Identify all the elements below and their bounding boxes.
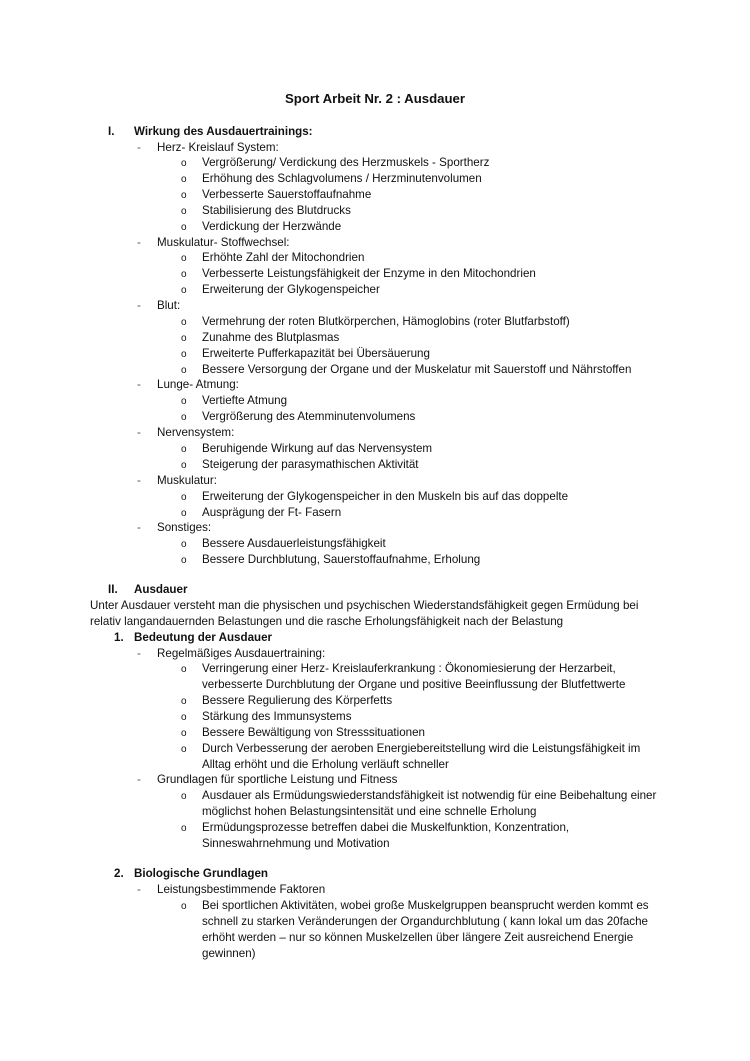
circle-bullet: o [181, 712, 187, 723]
circle-bullet: o [181, 285, 187, 296]
circle-bullet: o [181, 158, 187, 169]
subsection-2-number: 2. [114, 867, 124, 880]
circle-bullet: o [181, 539, 187, 550]
dash-marker: - [137, 236, 141, 249]
list-item-line: Bessere Regulierung des Körperfetts [202, 694, 393, 707]
circle-bullet: o [181, 728, 187, 739]
list-item: Zunahme des Blutplasmas [202, 331, 340, 344]
document-title: Sport Arbeit Nr. 2 : Ausdauer [284, 91, 465, 106]
list-item-line: möglichst hohen Belastungsintensität und eine schnelle Erholung [202, 805, 537, 818]
section-2-numeral: II. [108, 583, 118, 596]
group-label: Grundlagen für sportliche Leistung und Fitness [157, 773, 398, 786]
list-item: Verbesserte Leistungsfähigkeit der Enzyme in den Mitochondrien [202, 267, 536, 280]
dash-marker: - [137, 378, 141, 391]
circle-bullet: o [181, 791, 187, 802]
paragraph-line: Unter Ausdauer versteht man die physischen und psychischen Wiederstandsfähigkeit gegen Ermüdung bei [90, 599, 639, 612]
circle-bullet: o [181, 444, 187, 455]
subsection-1-heading: Bedeutung der Ausdauer [134, 631, 273, 644]
group-label: Regelmäßiges Ausdauertraining: [157, 647, 326, 660]
subsection-2-heading: Biologische Grundlagen [134, 867, 268, 880]
subsection-1-number: 1. [114, 631, 124, 644]
list-item-line: gewinnen) [202, 947, 256, 960]
list-item-line: Alltag erhöht und die Erholung verläuft schneller [202, 758, 449, 771]
dash-marker: - [137, 474, 141, 487]
list-item-line: Ausdauer als Ermüdungswiederstandsfähigkeit ist notwendig für eine Beibehaltung einer [202, 789, 657, 802]
list-item: Vergrößerung des Atemminutenvolumens [202, 410, 416, 423]
circle-bullet: o [181, 349, 187, 360]
list-item: Verdickung der Herzwände [202, 220, 342, 233]
list-item: Vertiefte Atmung [202, 394, 288, 407]
circle-bullet: o [181, 492, 187, 503]
list-item: Beruhigende Wirkung auf das Nervensystem [202, 442, 433, 455]
dash-marker: - [137, 299, 141, 312]
circle-bullet: o [181, 253, 187, 264]
group-label: Sonstiges: [157, 521, 212, 534]
list-item: Erhöhte Zahl der Mitochondrien [202, 251, 365, 264]
list-item: Stabilisierung des Blutdrucks [202, 204, 351, 217]
circle-bullet: o [181, 396, 187, 407]
list-item-line: Bei sportlichen Aktivitäten, wobei große Muskelgruppen beansprucht werden kommt es [202, 899, 649, 912]
circle-bullet: o [181, 664, 187, 675]
list-item-line: Bessere Bewältigung von Stresssituationen [202, 726, 425, 739]
circle-bullet: o [181, 901, 187, 912]
dash-marker: - [137, 883, 141, 896]
group-label: Leistungsbestimmende Faktoren [157, 883, 326, 896]
circle-bullet: o [181, 460, 187, 471]
circle-bullet: o [181, 333, 187, 344]
section-2-heading: Ausdauer [134, 583, 188, 596]
list-item: Bessere Ausdauerleistungsfähigkeit [202, 537, 386, 550]
list-item: Erweiterte Pufferkapazität bei Übersäuerung [202, 347, 430, 360]
list-item: Vergrößerung/ Verdickung des Herzmuskels - Sportherz [202, 156, 490, 169]
group-label: Muskulatur: [157, 474, 217, 487]
circle-bullet: o [181, 744, 187, 755]
circle-bullet: o [181, 412, 187, 423]
circle-bullet: o [181, 555, 187, 566]
circle-bullet: o [181, 190, 187, 201]
list-item: Erhöhung des Schlagvolumens / Herzminutenvolumen [202, 172, 482, 185]
list-item-line: Sinneswahrnehmung und Motivation [202, 837, 390, 850]
circle-bullet: o [181, 696, 187, 707]
group-label: Muskulatur- Stoffwechsel: [157, 236, 290, 249]
section-1-heading: Wirkung des Ausdauertrainings: [134, 125, 313, 138]
list-item: Vermehrung der roten Blutkörperchen, Hämoglobins (roter Blutfarbstoff) [202, 315, 570, 328]
list-item-line: verbesserte Durchblutung der Organe und positive Beeinflussung der Blutfettwerte [202, 678, 626, 691]
circle-bullet: o [181, 317, 187, 328]
paragraph-line: relativ langandauernden Belastungen und die rasche Erholungsfähigkeit nach der Belastung [90, 615, 564, 628]
list-item: Ausprägung der Ft- Fasern [202, 506, 342, 519]
dash-marker: - [137, 141, 141, 154]
list-item-line: Durch Verbesserung der aeroben Energiebereitstellung wird die Leistungsfähigkeit im [202, 742, 641, 755]
circle-bullet: o [181, 508, 187, 519]
list-item-line: Verringerung einer Herz- Kreislauferkrankung : Ökonomiesierung der Herzarbeit, [202, 662, 616, 675]
list-item: Steigerung der parasymathischen Aktivität [202, 458, 419, 471]
list-item-line: Ermüdungsprozesse betreffen dabei die Muskelfunktion, Konzentration, [202, 821, 570, 834]
list-item: Erweiterung der Glykogenspeicher [202, 283, 380, 296]
group-label: Blut: [157, 299, 181, 312]
list-item-line: erhöht werden – nur so können Muskelzellen über längere Zeit ausreichend Energie [202, 931, 634, 944]
circle-bullet: o [181, 269, 187, 280]
circle-bullet: o [181, 206, 187, 217]
circle-bullet: o [181, 174, 187, 185]
dash-marker: - [137, 773, 141, 786]
section-1-numeral: I. [108, 125, 115, 138]
list-item: Bessere Durchblutung, Sauerstoffaufnahme, Erholung [202, 553, 481, 566]
dash-marker: - [137, 521, 141, 534]
list-item: Bessere Versorgung der Organe und der Muskelatur mit Sauerstoff und Nährstoffen [202, 363, 632, 376]
circle-bullet: o [181, 365, 187, 376]
list-item: Verbesserte Sauerstoffaufnahme [202, 188, 372, 201]
list-item-line: schnell zu starken Veränderungen der Organdurchblutung ( kann lokal um das 20fache [202, 915, 648, 928]
circle-bullet: o [181, 222, 187, 233]
group-label: Lunge- Atmung: [157, 378, 239, 391]
list-item: Erweiterung der Glykogenspeicher in den Muskeln bis auf das doppelte [202, 490, 569, 503]
dash-marker: - [137, 426, 141, 439]
circle-bullet: o [181, 823, 187, 834]
group-label: Nervensystem: [157, 426, 235, 439]
list-item-line: Stärkung des Immunsystems [202, 710, 352, 723]
group-label: Herz- Kreislauf System: [157, 141, 279, 154]
dash-marker: - [137, 647, 141, 660]
